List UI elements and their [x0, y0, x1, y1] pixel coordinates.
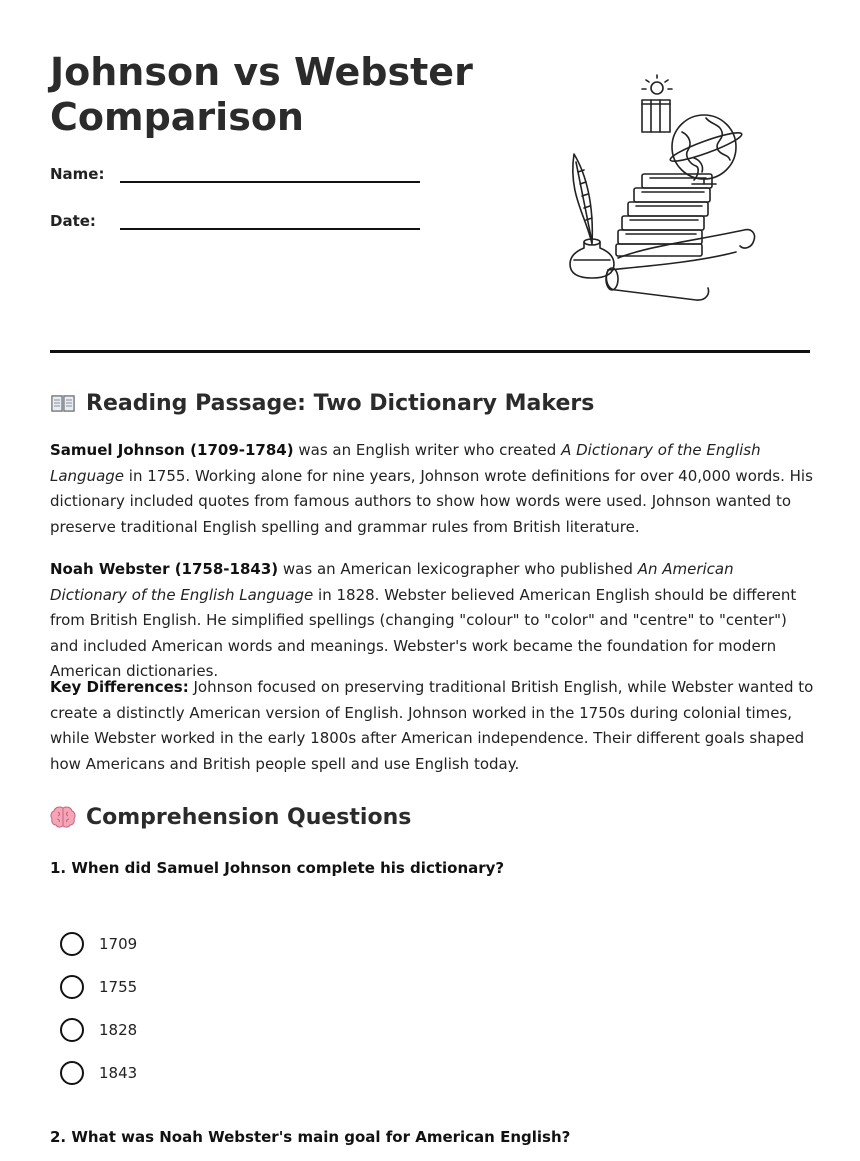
- comprehension-heading-text: Comprehension Questions: [86, 804, 412, 830]
- radio-button[interactable]: [60, 1061, 84, 1085]
- p3-text: Johnson focused on preserving traditional British English, while Webster wanted to create a distinctly American version of English. Johnson worked in the 1750s during colonial times, while Webster worked in the early 1800s after American independence. Their different goals shaped how Americans and British people spell and use English today.: [50, 678, 814, 773]
- passage-paragraph-webster: [50, 557, 815, 685]
- p1-text-a: was an English writer who created: [293, 441, 562, 459]
- question-2: 2. What was Noah Webster's main goal for American English?: [50, 1128, 571, 1146]
- flag-icon: [642, 100, 670, 132]
- option-label: 1755: [99, 977, 138, 996]
- date-field: [50, 212, 420, 230]
- dictionary-illustration: [556, 72, 766, 304]
- option-label: 1709: [99, 934, 138, 953]
- option-label: 1843: [99, 1063, 138, 1082]
- books-icon: [616, 174, 712, 256]
- johnson-name: Samuel Johnson (1709-1784): [50, 441, 294, 459]
- quill-icon: [573, 154, 593, 244]
- passage-paragraph-johnson: [50, 438, 815, 540]
- name-field: [50, 165, 420, 183]
- header-divider: [50, 350, 810, 353]
- radio-button[interactable]: [60, 1018, 84, 1042]
- key-differences-label: Key Differences:: [50, 678, 189, 696]
- name-input-line[interactable]: [120, 167, 420, 183]
- comprehension-heading: [50, 804, 411, 830]
- title-line-1: Johnson vs Webster: [50, 50, 473, 94]
- p1-text-b: in 1755. Working alone for nine years, Johnson wrote definitions for over 40,000 words. His dictionary included quotes from famous authors to show how words were used. Johnson wanted to preserve traditional English spelling and grammar rules from British literature.: [50, 466, 813, 536]
- sun-icon: [642, 75, 672, 94]
- date-input-line[interactable]: [120, 214, 420, 230]
- question-1-options: [60, 922, 137, 1094]
- page-title: [50, 50, 490, 140]
- option-1709[interactable]: [60, 922, 137, 965]
- johnson-dictionary-title: A Dictionary of the English Language: [50, 441, 761, 485]
- name-label: Name:: [50, 165, 105, 183]
- option-1843[interactable]: [60, 1051, 137, 1094]
- p2-text-b: in 1828. Webster believed American English should be different from British English. He simplified spellings (changing "colour" to "color" and "centre" to "center") and included American words and meanings. Webster's work became the foundation for modern American dictionaries.: [50, 585, 797, 680]
- question-1: 1. When did Samuel Johnson complete his dictionary?: [50, 859, 505, 877]
- radio-button[interactable]: [60, 932, 84, 956]
- date-label: Date:: [50, 212, 96, 230]
- option-label: 1828: [99, 1020, 138, 1039]
- brain-icon: [50, 804, 76, 830]
- webster-dictionary-title: An American Dictionary of the English Language: [50, 560, 734, 604]
- open-book-icon: [50, 390, 76, 416]
- webster-name: Noah Webster (1758-1843): [50, 560, 279, 578]
- option-1755[interactable]: [60, 965, 137, 1008]
- radio-button[interactable]: [60, 975, 84, 999]
- p2-text-a: was an American lexicographer who published: [278, 560, 638, 578]
- title-line-2: Comparison: [50, 95, 304, 139]
- passage-paragraph-differences: [50, 675, 815, 777]
- reading-heading: [50, 390, 594, 416]
- scroll-icon: [606, 230, 755, 300]
- option-1828[interactable]: [60, 1008, 137, 1051]
- reading-heading-text: Reading Passage: Two Dictionary Makers: [86, 390, 595, 416]
